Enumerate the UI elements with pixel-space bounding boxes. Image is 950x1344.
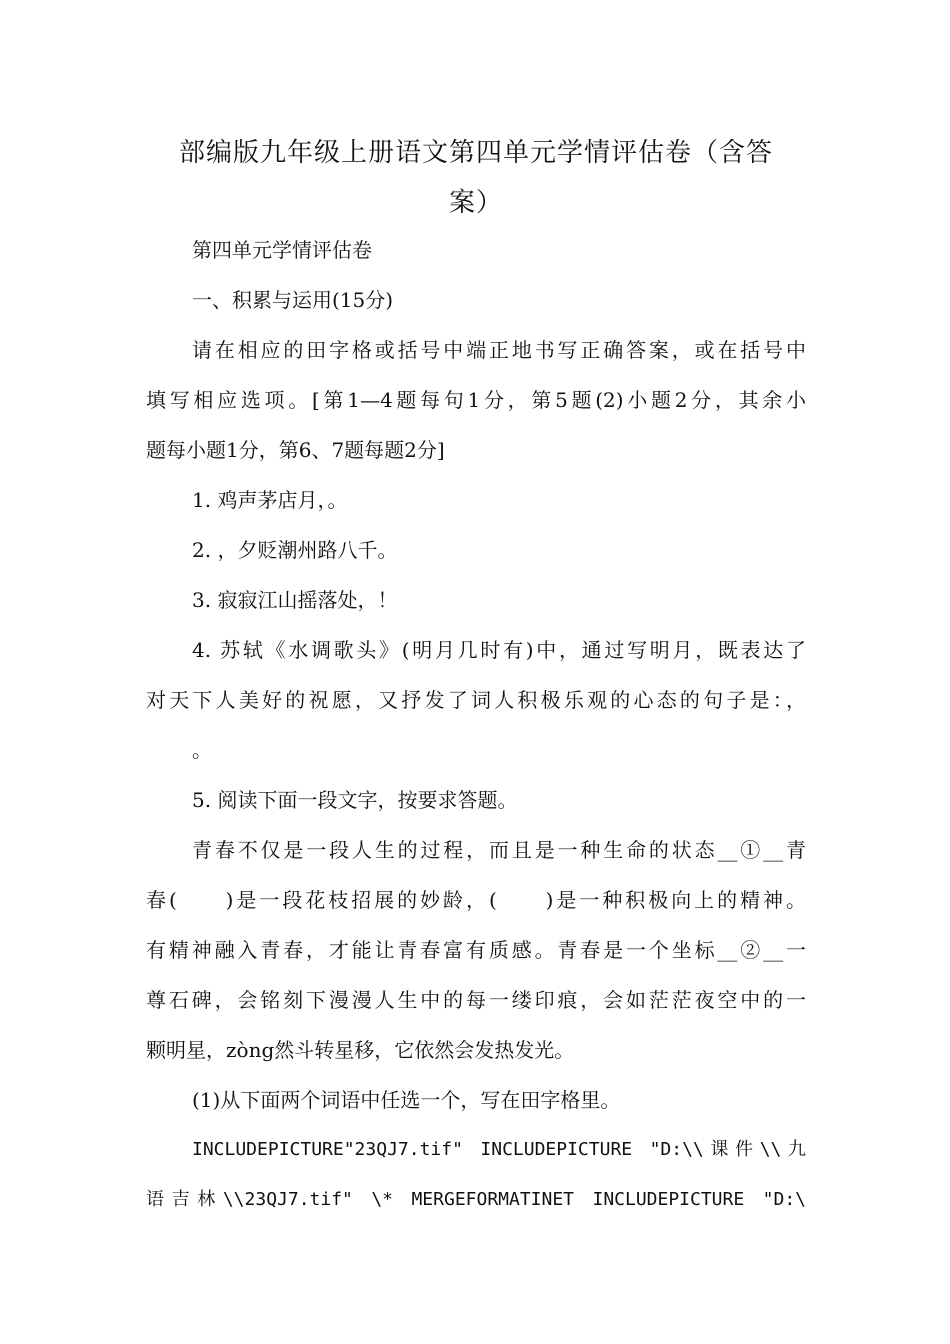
field-code-line-2: 语吉林\\23QJ7.tif" \* MERGEFORMATINET INCLUDEPICTURE "D:\	[146, 1189, 806, 1210]
passage-line-4: 尊石碑，会铭刻下漫漫人生中的每一缕印痕，会如茫茫夜空中的一	[146, 988, 806, 1012]
question-4-line-1: 4. 苏轼《水调歌头》(明月几时有)中，通过写明月，既表达了	[192, 638, 806, 662]
document-title-line-2: 案）	[448, 188, 503, 218]
section-heading: 第四单元学情评估卷	[192, 238, 372, 262]
question-3: 3. 寂寂江山摇落处，！	[192, 588, 398, 612]
passage-line-1: 青春不仅是一段人生的过程，而且是一种生命的状态__①__青	[192, 838, 806, 862]
passage-line-3: 有精神融入青春，才能让青春富有质感。青春是一个坐标__②__一	[146, 938, 806, 962]
question-4-line-3: 。	[192, 738, 212, 762]
question-1: 1. 鸡声茅店月，。	[192, 488, 348, 512]
question-5: 5. 阅读下面一段文字，按要求答题。	[192, 788, 518, 812]
document-title-line-1: 部编版九年级上册语文第四单元学情评估卷（含答	[178, 138, 773, 168]
instruction-line-3: 题每小题1分，第6、7题每题2分]	[146, 438, 445, 462]
question-2: 2. ，夕贬潮州路八千。	[192, 538, 398, 562]
instruction-line-2: 填写相应选项。[第1—4题每句1分，第5题(2)小题2分，其余小	[146, 388, 806, 412]
passage-line-2: 春( )是一段花枝招展的妙龄，( )是一种积极向上的精神。	[146, 888, 806, 912]
subquestion-1: (1)从下面两个词语中任选一个，写在田字格里。	[192, 1088, 621, 1112]
instruction-line-1: 请在相应的田字格或括号中端正地书写正确答案，或在括号中	[192, 338, 806, 362]
field-code-line-1: INCLUDEPICTURE"23QJ7.tif" INCLUDEPICTURE "D:\\课件\\九	[192, 1139, 806, 1160]
part-heading: 一、积累与运用(15分)	[192, 288, 394, 312]
passage-line-5: 颗明星，zòng然斗转星移，它依然会发热发光。	[146, 1038, 575, 1062]
question-4-line-2: 对天下人美好的祝愿，又抒发了词人积极乐观的心态的句子是：，	[146, 688, 806, 712]
